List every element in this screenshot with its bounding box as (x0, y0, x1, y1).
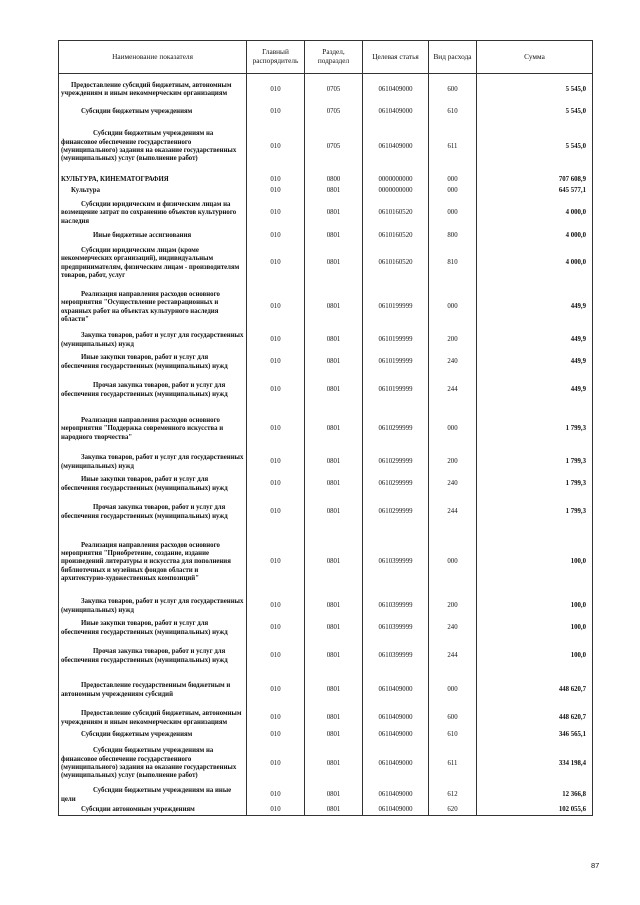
row-name-cell (59, 452, 247, 474)
row-name-cell (59, 242, 247, 286)
header-name: Наименование показателя (59, 41, 247, 74)
table-row (59, 596, 593, 618)
table-row (59, 730, 593, 742)
row-sum: 4 000,0 (477, 231, 593, 242)
row-section: 0801 (305, 452, 363, 474)
row-sum: 449,9 (477, 374, 593, 408)
row-name-cell (59, 352, 247, 374)
row-target: 0610160520 (363, 197, 429, 231)
row-sum: 1 799,3 (477, 474, 593, 496)
row-admin: 010 (247, 186, 305, 197)
row-name: Закупка товаров, работ и услуг для государственных (муниципальных) нужд (61, 598, 244, 614)
row-admin: 010 (247, 708, 305, 730)
row-name: Иные закупки товаров, работ и услуг для обеспечения государственных (муниципальных) нужд (61, 354, 228, 370)
row-section: 0705 (305, 107, 363, 119)
row-name-cell (59, 408, 247, 452)
row-name: Реализация направления расходов основного мероприятия "Поддержка современного искусства и народного творчества" (61, 417, 224, 441)
row-admin: 010 (247, 618, 305, 640)
header-sum: Сумма (477, 41, 593, 74)
row-sum: 1 799,3 (477, 496, 593, 530)
row-sum: 4 000,0 (477, 242, 593, 286)
row-sum: 5 545,0 (477, 119, 593, 176)
row-admin: 010 (247, 730, 305, 742)
table-row (59, 107, 593, 119)
table-row (59, 674, 593, 708)
row-kind: 611 (429, 119, 477, 176)
row-name-cell (59, 530, 247, 596)
row-name: Субсидии бюджетным учреждениям на финансовое обеспечение государственного (муниципального) задания на оказание государственных (муниципальных) услуг (выполнение работ) (61, 130, 237, 163)
row-name-cell (59, 708, 247, 730)
row-target: 0000000000 (363, 176, 429, 186)
row-sum: 448 620,7 (477, 674, 593, 708)
row-name-cell (59, 286, 247, 330)
row-name: Реализация направления расходов основного мероприятия "Осуществление реставрационных и охранных работ на объектах культурного наследия области" (61, 290, 220, 323)
row-section: 0801 (305, 286, 363, 330)
row-name: Культура (71, 186, 100, 194)
row-target: 0610409000 (363, 805, 429, 816)
header-section: Раздел, подраздел (305, 41, 363, 74)
table-row (59, 787, 593, 805)
row-name: Предоставление субсидий бюджетным, автономным учреждениям и иным некоммерческим организациям (61, 81, 232, 98)
row-admin: 010 (247, 197, 305, 231)
row-admin: 010 (247, 596, 305, 618)
row-target: 0610399999 (363, 530, 429, 596)
row-target: 0610160520 (363, 242, 429, 286)
row-section: 0801 (305, 618, 363, 640)
row-kind: 610 (429, 730, 477, 742)
row-section: 0801 (305, 197, 363, 231)
row-admin: 010 (247, 674, 305, 708)
row-kind: 600 (429, 74, 477, 107)
table-row (59, 474, 593, 496)
row-kind: 000 (429, 674, 477, 708)
row-name-cell (59, 730, 247, 742)
row-sum: 100,0 (477, 596, 593, 618)
row-target: 0610409000 (363, 119, 429, 176)
row-target: 0610299999 (363, 474, 429, 496)
row-sum: 707 608,9 (477, 176, 593, 186)
table-row (59, 231, 593, 242)
row-sum: 449,9 (477, 352, 593, 374)
table-header-row (59, 41, 593, 74)
row-admin: 010 (247, 119, 305, 176)
row-section: 0801 (305, 474, 363, 496)
row-name-cell (59, 640, 247, 674)
row-target: 0610199999 (363, 352, 429, 374)
row-section: 0705 (305, 74, 363, 107)
row-name: Субсидии бюджетным учреждениям (81, 108, 193, 116)
header-target: Целевая статья (363, 41, 429, 74)
row-kind: 620 (429, 805, 477, 816)
row-section: 0801 (305, 730, 363, 742)
row-admin: 010 (247, 231, 305, 242)
table-row (59, 176, 593, 186)
row-name: Предоставление субсидий бюджетным, автономным учреждениям и иным некоммерческим организациям (61, 710, 242, 726)
row-name-cell (59, 496, 247, 530)
row-kind: 000 (429, 408, 477, 452)
row-admin: 010 (247, 286, 305, 330)
row-sum: 100,0 (477, 618, 593, 640)
row-sum: 645 577,1 (477, 186, 593, 197)
row-name: Субсидии бюджетным учреждениям (81, 731, 193, 739)
table-row (59, 330, 593, 352)
row-admin: 010 (247, 742, 305, 787)
row-section: 0801 (305, 231, 363, 242)
table-row (59, 452, 593, 474)
row-admin: 010 (247, 640, 305, 674)
row-sum: 449,9 (477, 286, 593, 330)
row-sum: 346 565,1 (477, 730, 593, 742)
row-admin: 010 (247, 474, 305, 496)
row-kind: 810 (429, 242, 477, 286)
header-kind: Вид расхода (429, 41, 477, 74)
table-row (59, 708, 593, 730)
row-target: 0610399999 (363, 618, 429, 640)
row-name: Субсидии юридическим и физическим лицам на возмещение затрат по сохранению объектов культурного наследия (61, 201, 237, 225)
row-kind: 000 (429, 530, 477, 596)
row-section: 0801 (305, 496, 363, 530)
row-sum: 1 799,3 (477, 408, 593, 452)
row-sum: 100,0 (477, 530, 593, 596)
row-name-cell (59, 119, 247, 176)
row-section: 0801 (305, 805, 363, 816)
row-name-cell (59, 618, 247, 640)
row-target: 0610409000 (363, 787, 429, 805)
table-row (59, 286, 593, 330)
row-sum: 5 545,0 (477, 107, 593, 119)
row-target: 0610299999 (363, 452, 429, 474)
row-kind: 200 (429, 452, 477, 474)
row-admin: 010 (247, 107, 305, 119)
row-name-cell (59, 474, 247, 496)
row-kind: 244 (429, 496, 477, 530)
row-name-cell (59, 186, 247, 197)
row-admin: 010 (247, 176, 305, 186)
row-kind: 611 (429, 742, 477, 787)
row-section: 0801 (305, 742, 363, 787)
row-sum: 12 366,8 (477, 787, 593, 805)
table-row (59, 640, 593, 674)
row-name-cell (59, 231, 247, 242)
row-admin: 010 (247, 74, 305, 107)
row-name: Закупка товаров, работ и услуг для государственных (муниципальных) нужд (61, 332, 244, 348)
row-admin: 010 (247, 530, 305, 596)
budget-table (58, 40, 593, 816)
row-admin: 010 (247, 408, 305, 452)
row-target: 0610399999 (363, 596, 429, 618)
row-section: 0801 (305, 186, 363, 197)
row-section: 0800 (305, 176, 363, 186)
row-target: 0610160520 (363, 231, 429, 242)
row-name-cell (59, 596, 247, 618)
row-section: 0801 (305, 374, 363, 408)
row-section: 0801 (305, 640, 363, 674)
row-name: Прочая закупка товаров, работ и услуг для обеспечения государственных (муниципальных) нужд (61, 382, 228, 398)
row-kind: 240 (429, 352, 477, 374)
row-section: 0801 (305, 674, 363, 708)
row-target: 0610199999 (363, 330, 429, 352)
table-row (59, 186, 593, 197)
row-sum: 1 799,3 (477, 452, 593, 474)
row-kind: 800 (429, 231, 477, 242)
row-sum: 448 620,7 (477, 708, 593, 730)
row-section: 0801 (305, 242, 363, 286)
row-admin: 010 (247, 452, 305, 474)
table-row (59, 408, 593, 452)
table-row (59, 74, 593, 107)
row-sum: 5 545,0 (477, 74, 593, 107)
table-row (59, 119, 593, 176)
row-name-cell (59, 107, 247, 119)
row-kind: 000 (429, 176, 477, 186)
row-admin: 010 (247, 787, 305, 805)
row-admin: 010 (247, 374, 305, 408)
row-target: 0610199999 (363, 374, 429, 408)
row-section: 0801 (305, 530, 363, 596)
table-row (59, 530, 593, 596)
row-kind: 240 (429, 474, 477, 496)
row-name-cell (59, 805, 247, 816)
row-name: Субсидии юридическим лицам (кроме некоммерческих организаций), индивидуальным предпринимателям, физическим лицам - производителям товаров, работ, услуг (61, 246, 240, 279)
row-kind: 244 (429, 374, 477, 408)
row-name: Субсидии бюджетным учреждениям на финансовое обеспечение государственного (муниципального) задания на оказание государственных (муниципальных) услуг (выполнение работ) (61, 747, 237, 780)
row-name: Прочая закупка товаров, работ и услуг для обеспечения государственных (муниципальных) нужд (61, 504, 228, 520)
row-name: КУЛЬТУРА, КИНЕМАТОГРАФИЯ (61, 176, 169, 184)
row-kind: 000 (429, 186, 477, 197)
row-target: 0610199999 (363, 286, 429, 330)
row-target: 0610299999 (363, 496, 429, 530)
row-name: Предоставление государственным бюджетным и автономным учреждениям субсидий (61, 682, 231, 698)
row-section: 0801 (305, 330, 363, 352)
table-row (59, 374, 593, 408)
table-body (59, 74, 593, 816)
row-name-cell (59, 374, 247, 408)
row-sum: 449,9 (477, 330, 593, 352)
header-admin: Главный распорядитель (247, 41, 305, 74)
row-kind: 244 (429, 640, 477, 674)
row-sum: 100,0 (477, 640, 593, 674)
table-row (59, 352, 593, 374)
row-name: Субсидии бюджетным учреждениям на иные цели (61, 787, 232, 803)
row-admin: 010 (247, 330, 305, 352)
row-target: 0610409000 (363, 742, 429, 787)
row-section: 0801 (305, 352, 363, 374)
row-name: Субсидии автономным учреждениям (81, 805, 195, 813)
table-row (59, 496, 593, 530)
row-name-cell (59, 176, 247, 186)
row-kind: 600 (429, 708, 477, 730)
row-section: 0705 (305, 119, 363, 176)
row-kind: 240 (429, 618, 477, 640)
row-name-cell (59, 74, 247, 107)
row-section: 0801 (305, 787, 363, 805)
row-section: 0801 (305, 596, 363, 618)
row-name: Реализация направления расходов основного мероприятия "Приобретение, создание, издание произведений литературы и искусства для пополнения библиотечных и музейных фондов области и архитектурно-художественных композиций" (61, 541, 231, 582)
row-sum: 102 055,6 (477, 805, 593, 816)
row-admin: 010 (247, 352, 305, 374)
table-row (59, 242, 593, 286)
table-row (59, 618, 593, 640)
row-admin: 010 (247, 242, 305, 286)
row-target: 0000000000 (363, 186, 429, 197)
row-sum: 4 000,0 (477, 197, 593, 231)
row-kind: 200 (429, 596, 477, 618)
row-name: Иные бюджетные ассигнования (93, 231, 192, 239)
row-admin: 010 (247, 805, 305, 816)
row-kind: 000 (429, 286, 477, 330)
table-row (59, 742, 593, 787)
row-admin: 010 (247, 496, 305, 530)
row-sum: 334 198,4 (477, 742, 593, 787)
row-kind: 000 (429, 197, 477, 231)
row-target: 0610299999 (363, 408, 429, 452)
row-kind: 610 (429, 107, 477, 119)
row-kind: 200 (429, 330, 477, 352)
row-target: 0610399999 (363, 640, 429, 674)
row-section: 0801 (305, 408, 363, 452)
page-number: 87 (591, 861, 600, 870)
row-target: 0610409000 (363, 74, 429, 107)
row-name-cell (59, 330, 247, 352)
row-name-cell (59, 787, 247, 805)
row-kind: 612 (429, 787, 477, 805)
row-name: Иные закупки товаров, работ и услуг для обеспечения государственных (муниципальных) нужд (61, 620, 228, 636)
row-target: 0610409000 (363, 674, 429, 708)
row-name: Прочая закупка товаров, работ и услуг для обеспечения государственных (муниципальных) нужд (61, 648, 228, 664)
row-name-cell (59, 742, 247, 787)
row-target: 0610409000 (363, 730, 429, 742)
row-name-cell (59, 674, 247, 708)
row-section: 0801 (305, 708, 363, 730)
row-name: Закупка товаров, работ и услуг для государственных (муниципальных) нужд (61, 454, 244, 470)
row-target: 0610409000 (363, 107, 429, 119)
row-target: 0610409000 (363, 708, 429, 730)
table-row (59, 805, 593, 816)
row-name: Иные закупки товаров, работ и услуг для обеспечения государственных (муниципальных) нужд (61, 476, 228, 492)
table-row (59, 197, 593, 231)
row-name-cell (59, 197, 247, 231)
